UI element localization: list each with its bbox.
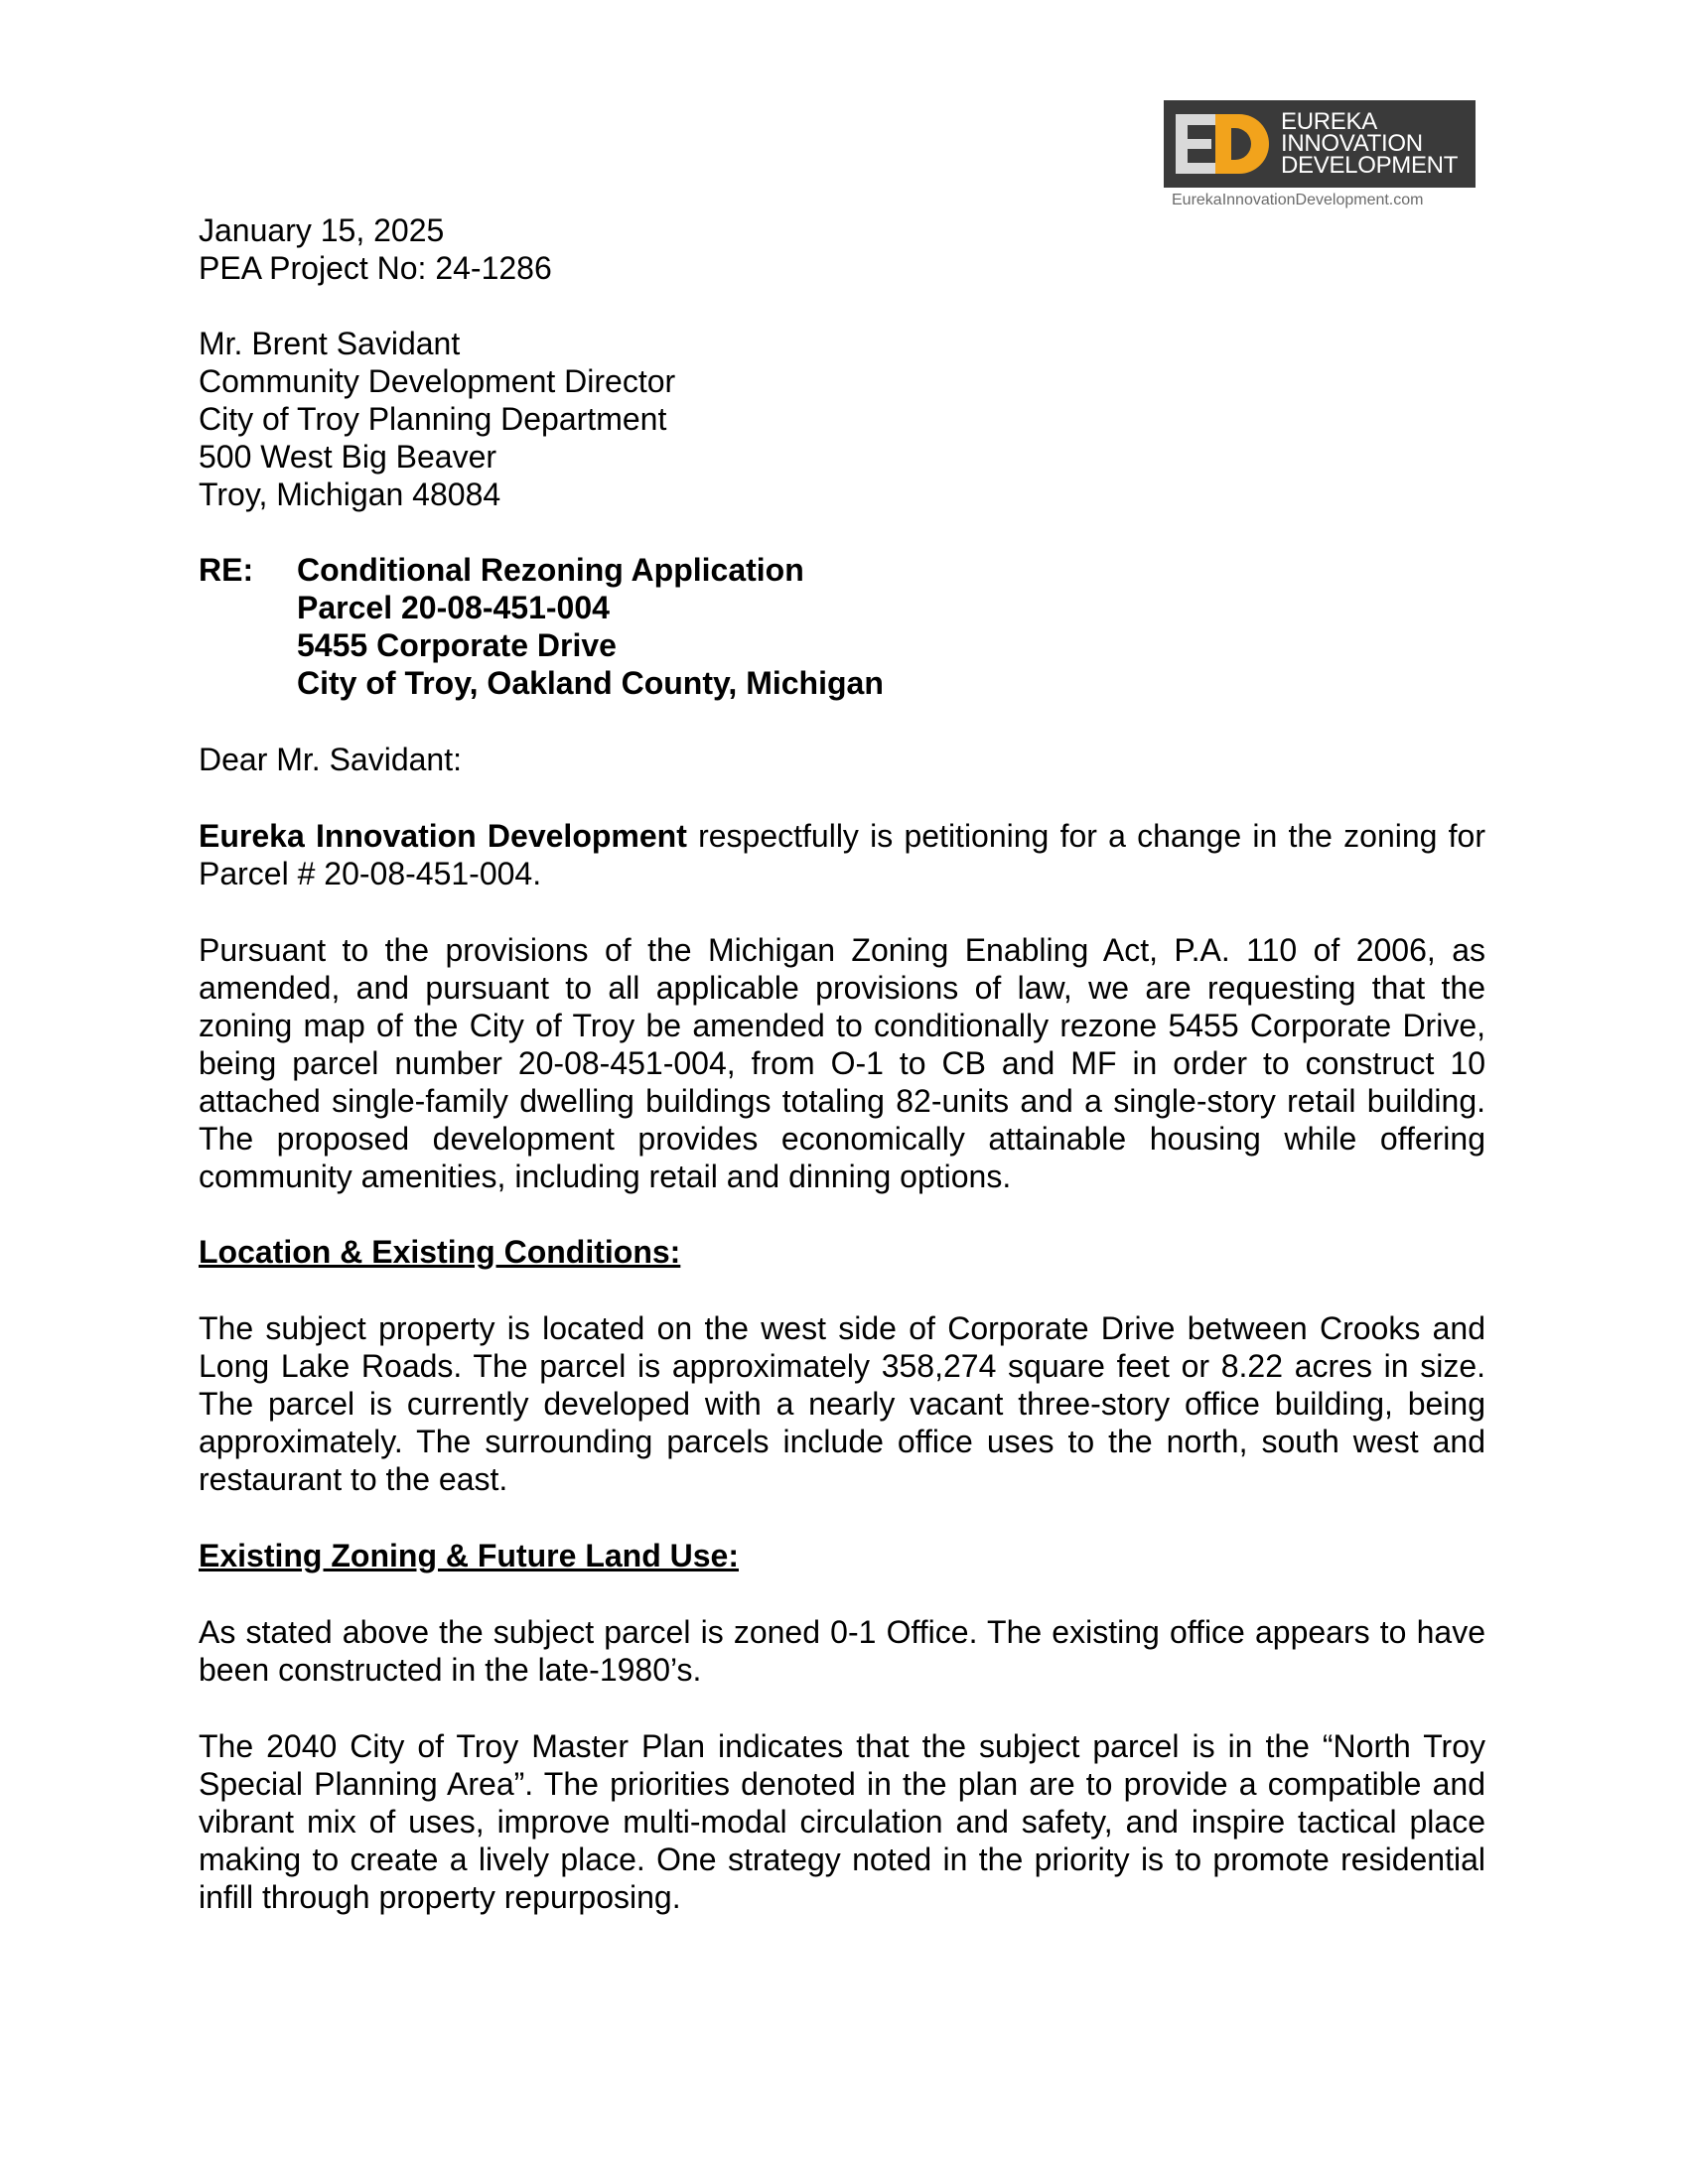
- logo-wordmark: [1281, 108, 1459, 179]
- letter-header: [199, 211, 1485, 287]
- salutation: Dear Mr. Savidant:: [199, 742, 462, 777]
- intro-paragraph: [199, 817, 1485, 892]
- subject-line-4: City of Troy, Oakland County, Michigan: [297, 665, 884, 701]
- recipient-street: 500 West Big Beaver: [199, 439, 497, 475]
- ed-logo-mark: [1164, 100, 1275, 188]
- logo-line-3: DEVELOPMENT: [1281, 152, 1459, 179]
- logo-line-1: EUREKA: [1281, 108, 1377, 135]
- subject-line-2: Parcel 20-08-451-004: [297, 590, 610, 625]
- subject-line-1: Conditional Rezoning Application: [297, 552, 804, 588]
- intro-text: respectfully is petitioning for a change in the zoning for Parcel # 20-08-451-004.: [199, 818, 1486, 891]
- recipient-org: City of Troy Planning Department: [199, 401, 667, 437]
- recipient-city: Troy, Michigan 48084: [199, 477, 501, 512]
- logo-url: EurekaInnovationDevelopment.com: [1172, 192, 1424, 208]
- recipient-title: Community Development Director: [199, 363, 676, 399]
- project-number: PEA Project No: 24-1286: [199, 250, 552, 286]
- recipient-address: [199, 325, 1485, 513]
- company-name: Eureka Innovation Development: [199, 818, 687, 854]
- recipient-name: Mr. Brent Savidant: [199, 326, 461, 361]
- master-plan-paragraph: The 2040 City of Troy Master Plan indicates that the subject parcel is in the “North Troy Special Planning Area”. The priorities denoted in the plan are to provide a compatible and vibrant mix of uses, improve multi-modal circulation and safety, and inspire tactical place making to create a lively place. One strategy noted in the priority is to promote residential infill through property repurposing.: [199, 1728, 1485, 1915]
- location-paragraph: The subject property is located on the west side of Corporate Drive between Crooks and Long Lake Roads. The parcel is approximately 358,274 square feet or 8.22 acres in size. The parcel is currently developed with a nearly vacant three-story office building, being approximately. The surrounding parcels include office uses to the north, south west and restaurant to the east.: [199, 1310, 1485, 1497]
- request-paragraph: Pursuant to the provisions of the Michigan Zoning Enabling Act, P.A. 110 of 2006, as amended, and pursuant to all applicable provisions of law, we are requesting that the zoning map of the City of Troy be amended to conditionally rezone 5455 Corporate Drive, being parcel number 20-08-451-004, from O-1 to CB and MF in order to construct 10 attached single-family dwelling buildings totaling 82-units and a single-story retail building. The proposed development provides economically attainable housing while offering community amenities, including retail and dinning options.: [199, 932, 1485, 1194]
- letter-date: January 15, 2025: [199, 212, 445, 248]
- zoning-paragraph: As stated above the subject parcel is zoned 0-1 Office. The existing office appears to have been constructed in the late-1980’s.: [199, 1614, 1485, 1688]
- zoning-heading: Existing Zoning & Future Land Use:: [199, 1538, 739, 1573]
- subject-label: RE:: [199, 552, 254, 588]
- logo-line-2: INNOVATION: [1281, 130, 1423, 157]
- company-logo: [1164, 100, 1476, 188]
- location-heading: Location & Existing Conditions:: [199, 1234, 681, 1270]
- logo-d-letter: [1215, 114, 1269, 174]
- subject-line-3: 5455 Corporate Drive: [297, 627, 617, 663]
